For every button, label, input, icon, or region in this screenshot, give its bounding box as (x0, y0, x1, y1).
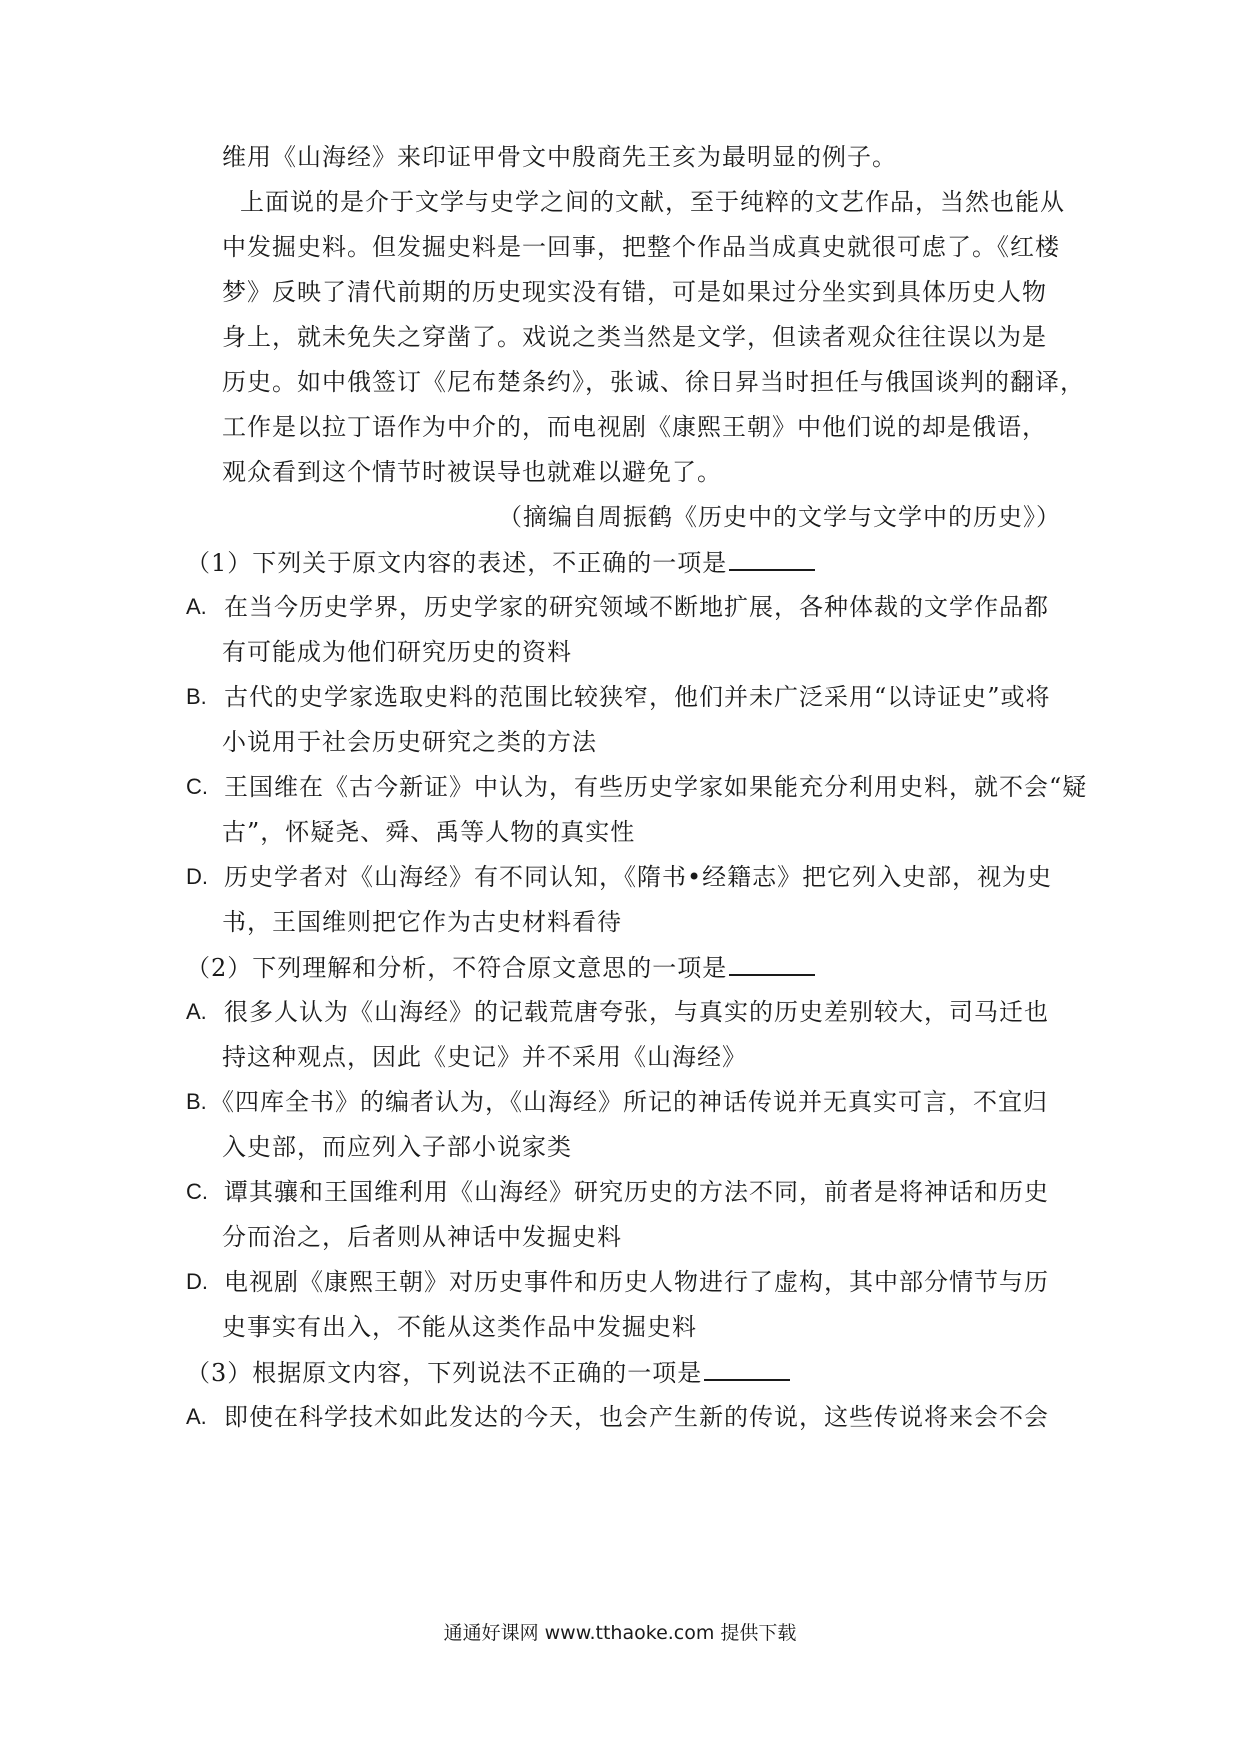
option-text: 在当今历史学界，历史学家的研究领域不断地扩展，各种体裁的文学作品都 (224, 593, 1049, 621)
option-letter: D. (186, 1269, 208, 1294)
answer-blank (729, 547, 815, 571)
option-letter: C. (186, 774, 208, 799)
passage-source: （摘编自周振鹤《历史中的文学与文学中的历史》） (498, 503, 1061, 531)
option-text-cont: 持这种观点，因此《史记》并不采用《山海经》 (222, 1043, 747, 1071)
page-footer: 通通好课网 www.tthaoke.com 提供下载 (443, 1622, 797, 1644)
option-text-cont: 入史部，而应列入子部小说家类 (222, 1133, 572, 1161)
option-text: 《四库全书》的编者认为，《山海经》所记的神话传说并无真实可言，不宜归 (210, 1088, 1048, 1116)
option-letter: A. (186, 1404, 207, 1429)
question-stem (186, 952, 815, 983)
option-text: 王国维在《古今新证》中认为，有些历史学家如果能充分利用史料，就不会“疑 (224, 773, 1088, 801)
option-letter: A. (186, 999, 207, 1024)
question-stem (186, 1357, 790, 1388)
option-text-cont: 有可能成为他们研究历史的资料 (222, 638, 572, 666)
question-stem-text: （2）下列理解和分析，不符合原文意思的一项是 (186, 954, 728, 982)
passage-line: 中发掘史料。但发掘史料是一回事，把整个作品当成真史就很可虑了。《红楼 (222, 233, 1060, 261)
passage-line: 维用《山海经》来印证甲骨文中殷商先王亥为最明显的例子。 (222, 143, 897, 171)
option-text: 即使在科学技术如此发达的今天，也会产生新的传说，这些传说将来会不会 (224, 1403, 1049, 1431)
option-letter: D. (186, 864, 208, 889)
answer-blank (729, 952, 815, 976)
answer-blank (704, 1357, 790, 1381)
passage-line: 历史。如中俄签订《尼布楚条约》，张诚、徐日昇当时担任与俄国谈判的翻译， (222, 368, 1085, 396)
passage-line: 上面说的是介于文学与史学之间的文献，至于纯粹的文艺作品，当然也能从 (240, 188, 1065, 216)
option-text-cont: 古”，怀疑尧、舜、禹等人物的真实性 (222, 818, 636, 846)
option-letter: B. (186, 684, 207, 709)
option-letter: B. (186, 1089, 207, 1114)
option-text-cont: 小说用于社会历史研究之类的方法 (222, 728, 597, 756)
option-text: 古代的史学家选取史料的范围比较狭窄，他们并未广泛采用“以诗证史”或将 (224, 683, 1051, 711)
option-text-cont: 书，王国维则把它作为古史材料看待 (222, 908, 622, 936)
option-text-cont: 分而治之，后者则从神话中发掘史料 (222, 1223, 622, 1251)
question-stem-text: （1）下列关于原文内容的表述，不正确的一项是 (186, 549, 728, 577)
option-letter: C. (186, 1179, 208, 1204)
question-stem (186, 547, 815, 578)
option-text: 历史学者对《山海经》有不同认知，《隋书•经籍志》把它列入史部，视为史 (224, 863, 1053, 891)
option-text: 电视剧《康熙王朝》对历史事件和历史人物进行了虚构，其中部分情节与历 (224, 1268, 1049, 1296)
option-text-cont: 史事实有出入，不能从这类作品中发掘史料 (222, 1313, 697, 1341)
passage-line: 工作是以拉丁语作为中介的，而电视剧《康熙王朝》中他们说的却是俄语， (222, 413, 1047, 441)
question-stem-text: （3）根据原文内容，下列说法不正确的一项是 (186, 1359, 703, 1387)
option-letter: A. (186, 594, 207, 619)
passage-line: 身上，就未免失之穿凿了。戏说之类当然是文学，但读者观众往往误以为是 (222, 323, 1047, 351)
option-text: 谭其骧和王国维利用《山海经》研究历史的方法不同，前者是将神话和历史 (224, 1178, 1049, 1206)
passage-line: 观众看到这个情节时被误导也就难以避免了。 (222, 458, 722, 486)
option-text: 很多人认为《山海经》的记载荒唐夸张，与真实的历史差别较大，司马迁也 (224, 998, 1049, 1026)
passage-line: 梦》反映了清代前期的历史现实没有错，可是如果过分坐实到具体历史人物 (222, 278, 1047, 306)
